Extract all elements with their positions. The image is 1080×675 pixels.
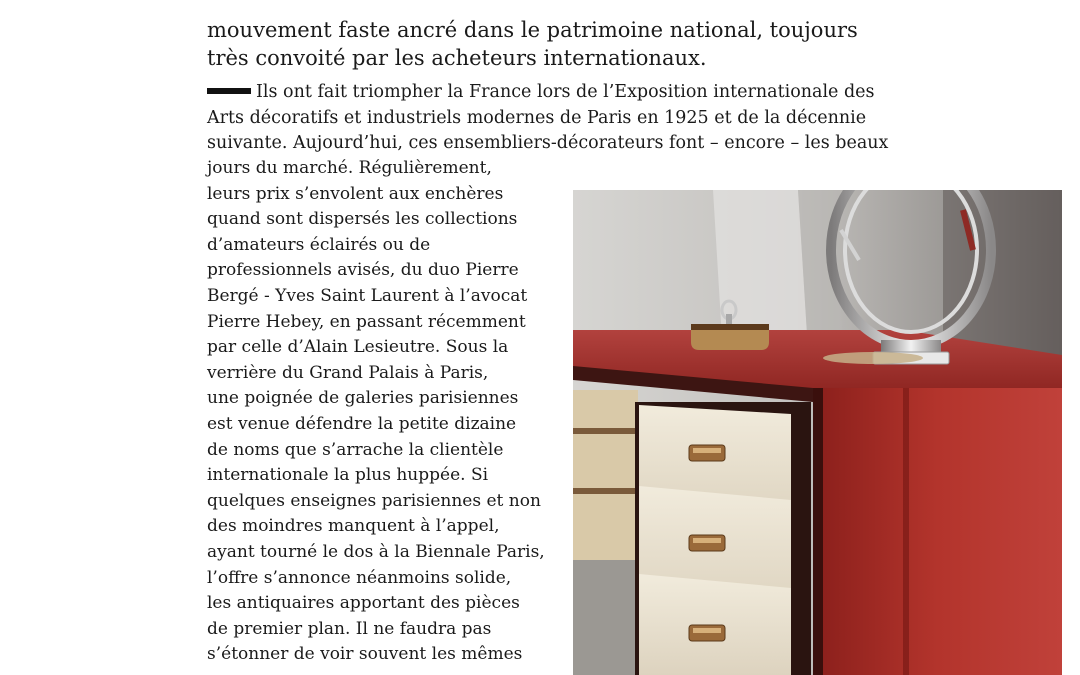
text-line: d’amateurs éclairés ou de: [207, 234, 431, 255]
text-line: s’étonner de voir souvent les mêmes: [207, 644, 523, 665]
text-line: [207, 80, 887, 106]
text-line: quand sont dispersés les collections: [207, 209, 518, 230]
text-line: professionnels avisés, du duo Pierre: [207, 260, 519, 281]
text-line: jours du marché. Régulièrement,: [207, 158, 492, 178]
text-line: par celle d’Alain Lesieutre. Sous la: [207, 337, 509, 358]
text-line: Arts décoratifs et industriels modernes de Paris en 1925 et de la décennie: [207, 107, 867, 128]
text-line: leurs prix s’envolent aux enchères: [207, 183, 504, 204]
text-line: Bergé - Yves Saint Laurent à l’avocat: [207, 285, 528, 306]
text-line: une poignée de galeries parisiennes: [207, 388, 519, 409]
article-paragraph-start: [207, 80, 887, 157]
intro-lead: [207, 0, 887, 70]
text-line: Pierre Hebey, en passant récemment: [207, 311, 526, 332]
desk-photo: [573, 190, 1062, 675]
text-line: l’offre s’annonce néanmoins solide,: [207, 567, 512, 588]
text-line: des moindres manquent à l’appel,: [207, 516, 500, 537]
text-line-content: Ils ont fait triompher la France lors de l’Exposition internationale des: [256, 82, 875, 102]
text-line: ayant tourné le dos à la Biennale Paris,: [207, 541, 545, 562]
intro-line: très convoité par les acheteurs internationaux.: [207, 46, 707, 70]
text-line: suivante. Aujourd’hui, ces ensembliers-décorateurs font – encore – les beaux: [207, 133, 889, 154]
text-line: de premier plan. Il ne faudra pas: [207, 618, 492, 639]
intro-line: mouvement faste ancré dans le patrimoine national, toujours: [207, 18, 858, 42]
text-line: internationale la plus huppée. Si: [207, 465, 489, 486]
text-line: de noms que s’arrache la clientèle: [207, 439, 504, 460]
text-line: quelques enseignes parisiennes et non: [207, 490, 541, 511]
article-column: [207, 156, 557, 668]
text-line: verrière du Grand Palais à Paris,: [207, 362, 489, 383]
section-rule: [207, 88, 251, 94]
text-line: est venue défendre la petite dizaine: [207, 413, 517, 434]
text-line: les antiquaires apportant des pièces: [207, 593, 520, 614]
desk-photo-illustration: [573, 190, 1062, 675]
